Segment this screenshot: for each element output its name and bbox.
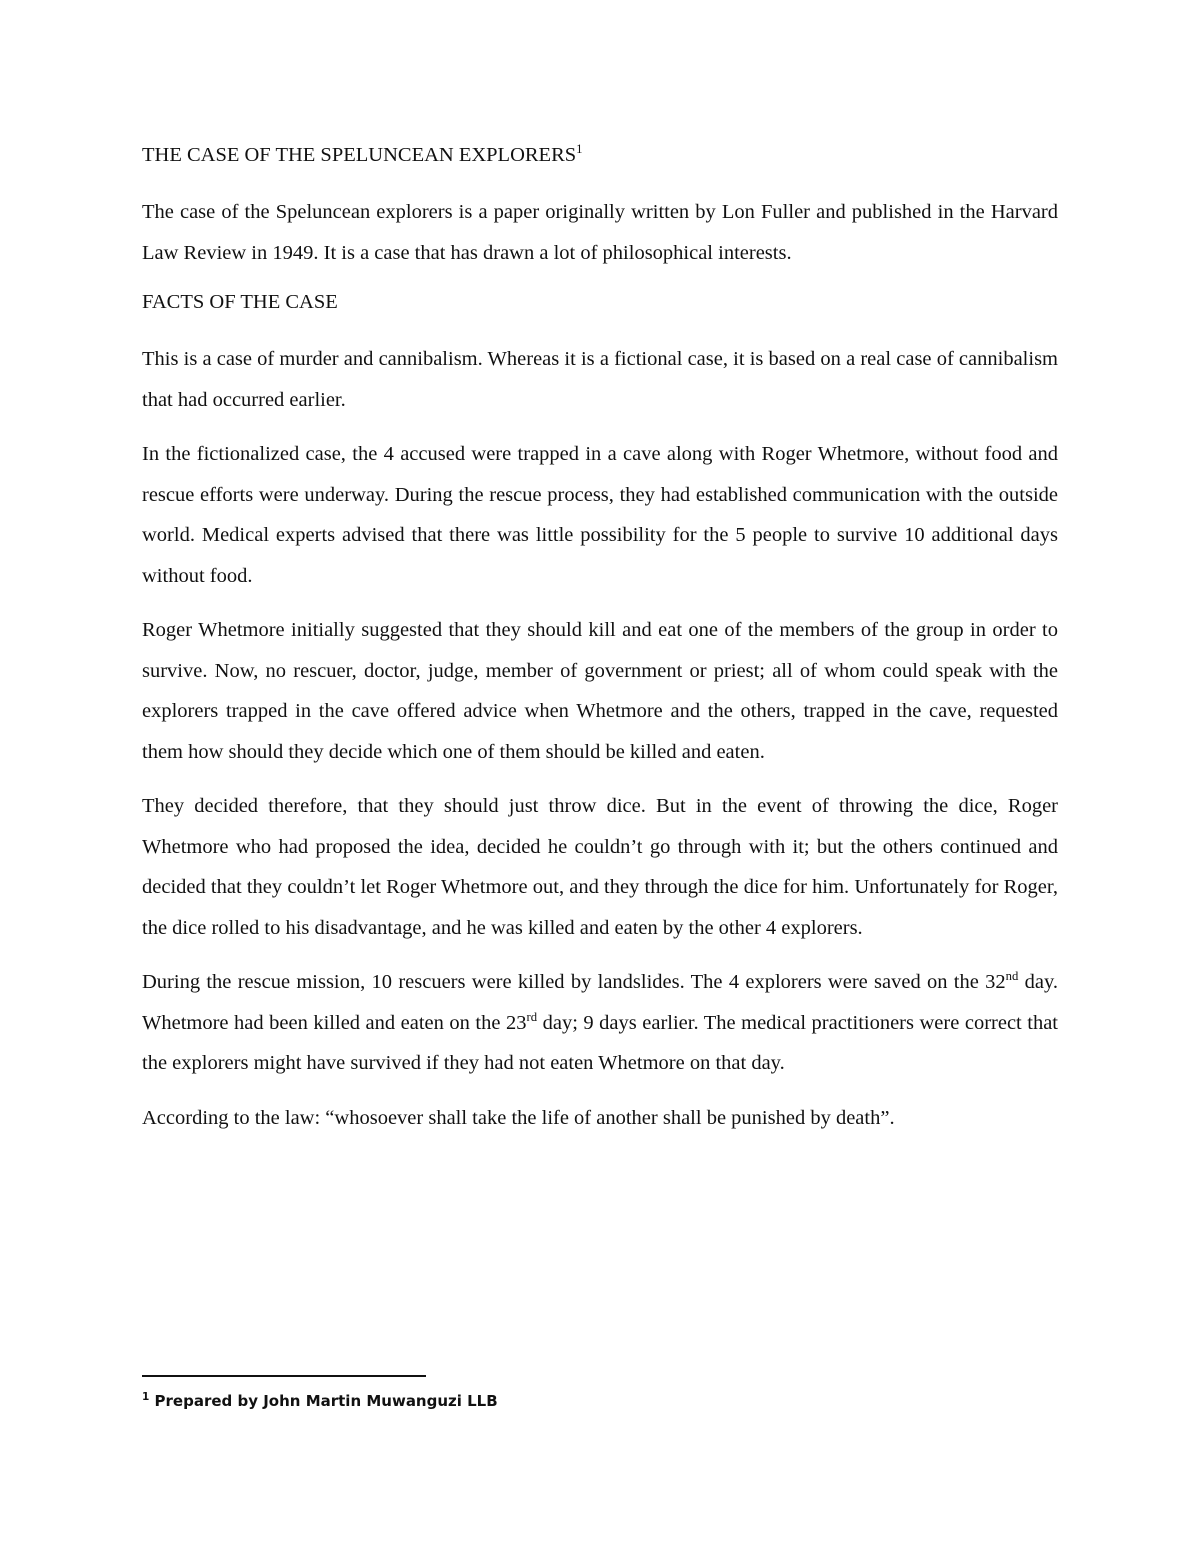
intro-paragraph: The case of the Speluncean explorers is a paper originally written by Lon Fuller and published in the Harvard Law Review in 1949. It is a case that has drawn a lot of philosophical interests.: [142, 201, 1058, 264]
rescue-text-part-3: day; 9 days earlier. The medical practitioners were correct that the explorers might have survived if they had not eaten Whetmore on that day.: [142, 1011, 1058, 1074]
paragraph-2: In the fictionalized case, the 4 accused were trapped in a cave along with Roger Whetmore, without food and rescue efforts were underway. During the rescue process, they had established communication with the outside world. Medical experts advised that there was little possibility for the 5 people to survive 10 additional days without food.: [142, 443, 1058, 587]
ordinal-suffix-rd: rd: [526, 1009, 538, 1024]
paragraph-3: Roger Whetmore initially suggested that they should kill and eat one of the members of the group in order to survive. Now, no rescuer, doctor, judge, member of government or priest; all of whom could speak with the explorers trapped in the cave offered advice when Whetmore and the others, trapped in the cave, requested them how should they decide which one of them should be killed and eaten.: [142, 619, 1058, 763]
rescue-paragraph: [142, 962, 1058, 1084]
paragraph-4: They decided therefore, that they should just throw dice. But in the event of throwing the dice, Roger Whetmore who had proposed the idea, decided he couldn’t go through with it; but the others continued and decided that they couldn’t let Roger Whetmore out, and they through the dice for him. Unfortunately for Roger, the dice rolled to his disadvantage, and he was killed and eaten by the other 4 explorers.: [142, 795, 1058, 939]
footnote: [142, 1390, 498, 1412]
section-heading-facts: FACTS OF THE CASE: [142, 291, 338, 313]
law-paragraph: According to the law: “whosoever shall take the life of another shall be punished by death”.: [142, 1106, 895, 1129]
rescue-text-part-1: During the rescue mission, 10 rescuers were killed by landslides. The 4 explorers were saved on the 32: [142, 971, 1006, 993]
footnote-text: Prepared by John Martin Muwanguzi LLB: [149, 1392, 498, 1410]
document-title-text: THE CASE OF THE SPELUNCEAN EXPLORERS: [142, 144, 577, 166]
footnote-reference: 1: [576, 142, 583, 157]
rescue-text-part-2: day. Whetmore had been killed and eaten on the 23: [142, 971, 1058, 1034]
footnote-separator: [142, 1375, 426, 1377]
document-title: [142, 140, 1058, 170]
paragraph-1: This is a case of murder and cannibalism. Whereas it is a fictional case, it is based on a real case of cannibalism that had occurred earlier.: [142, 348, 1058, 411]
footnote-marker: 1: [142, 1391, 150, 1403]
document-body: [142, 140, 1058, 1152]
ordinal-suffix-nd: nd: [1005, 969, 1019, 984]
